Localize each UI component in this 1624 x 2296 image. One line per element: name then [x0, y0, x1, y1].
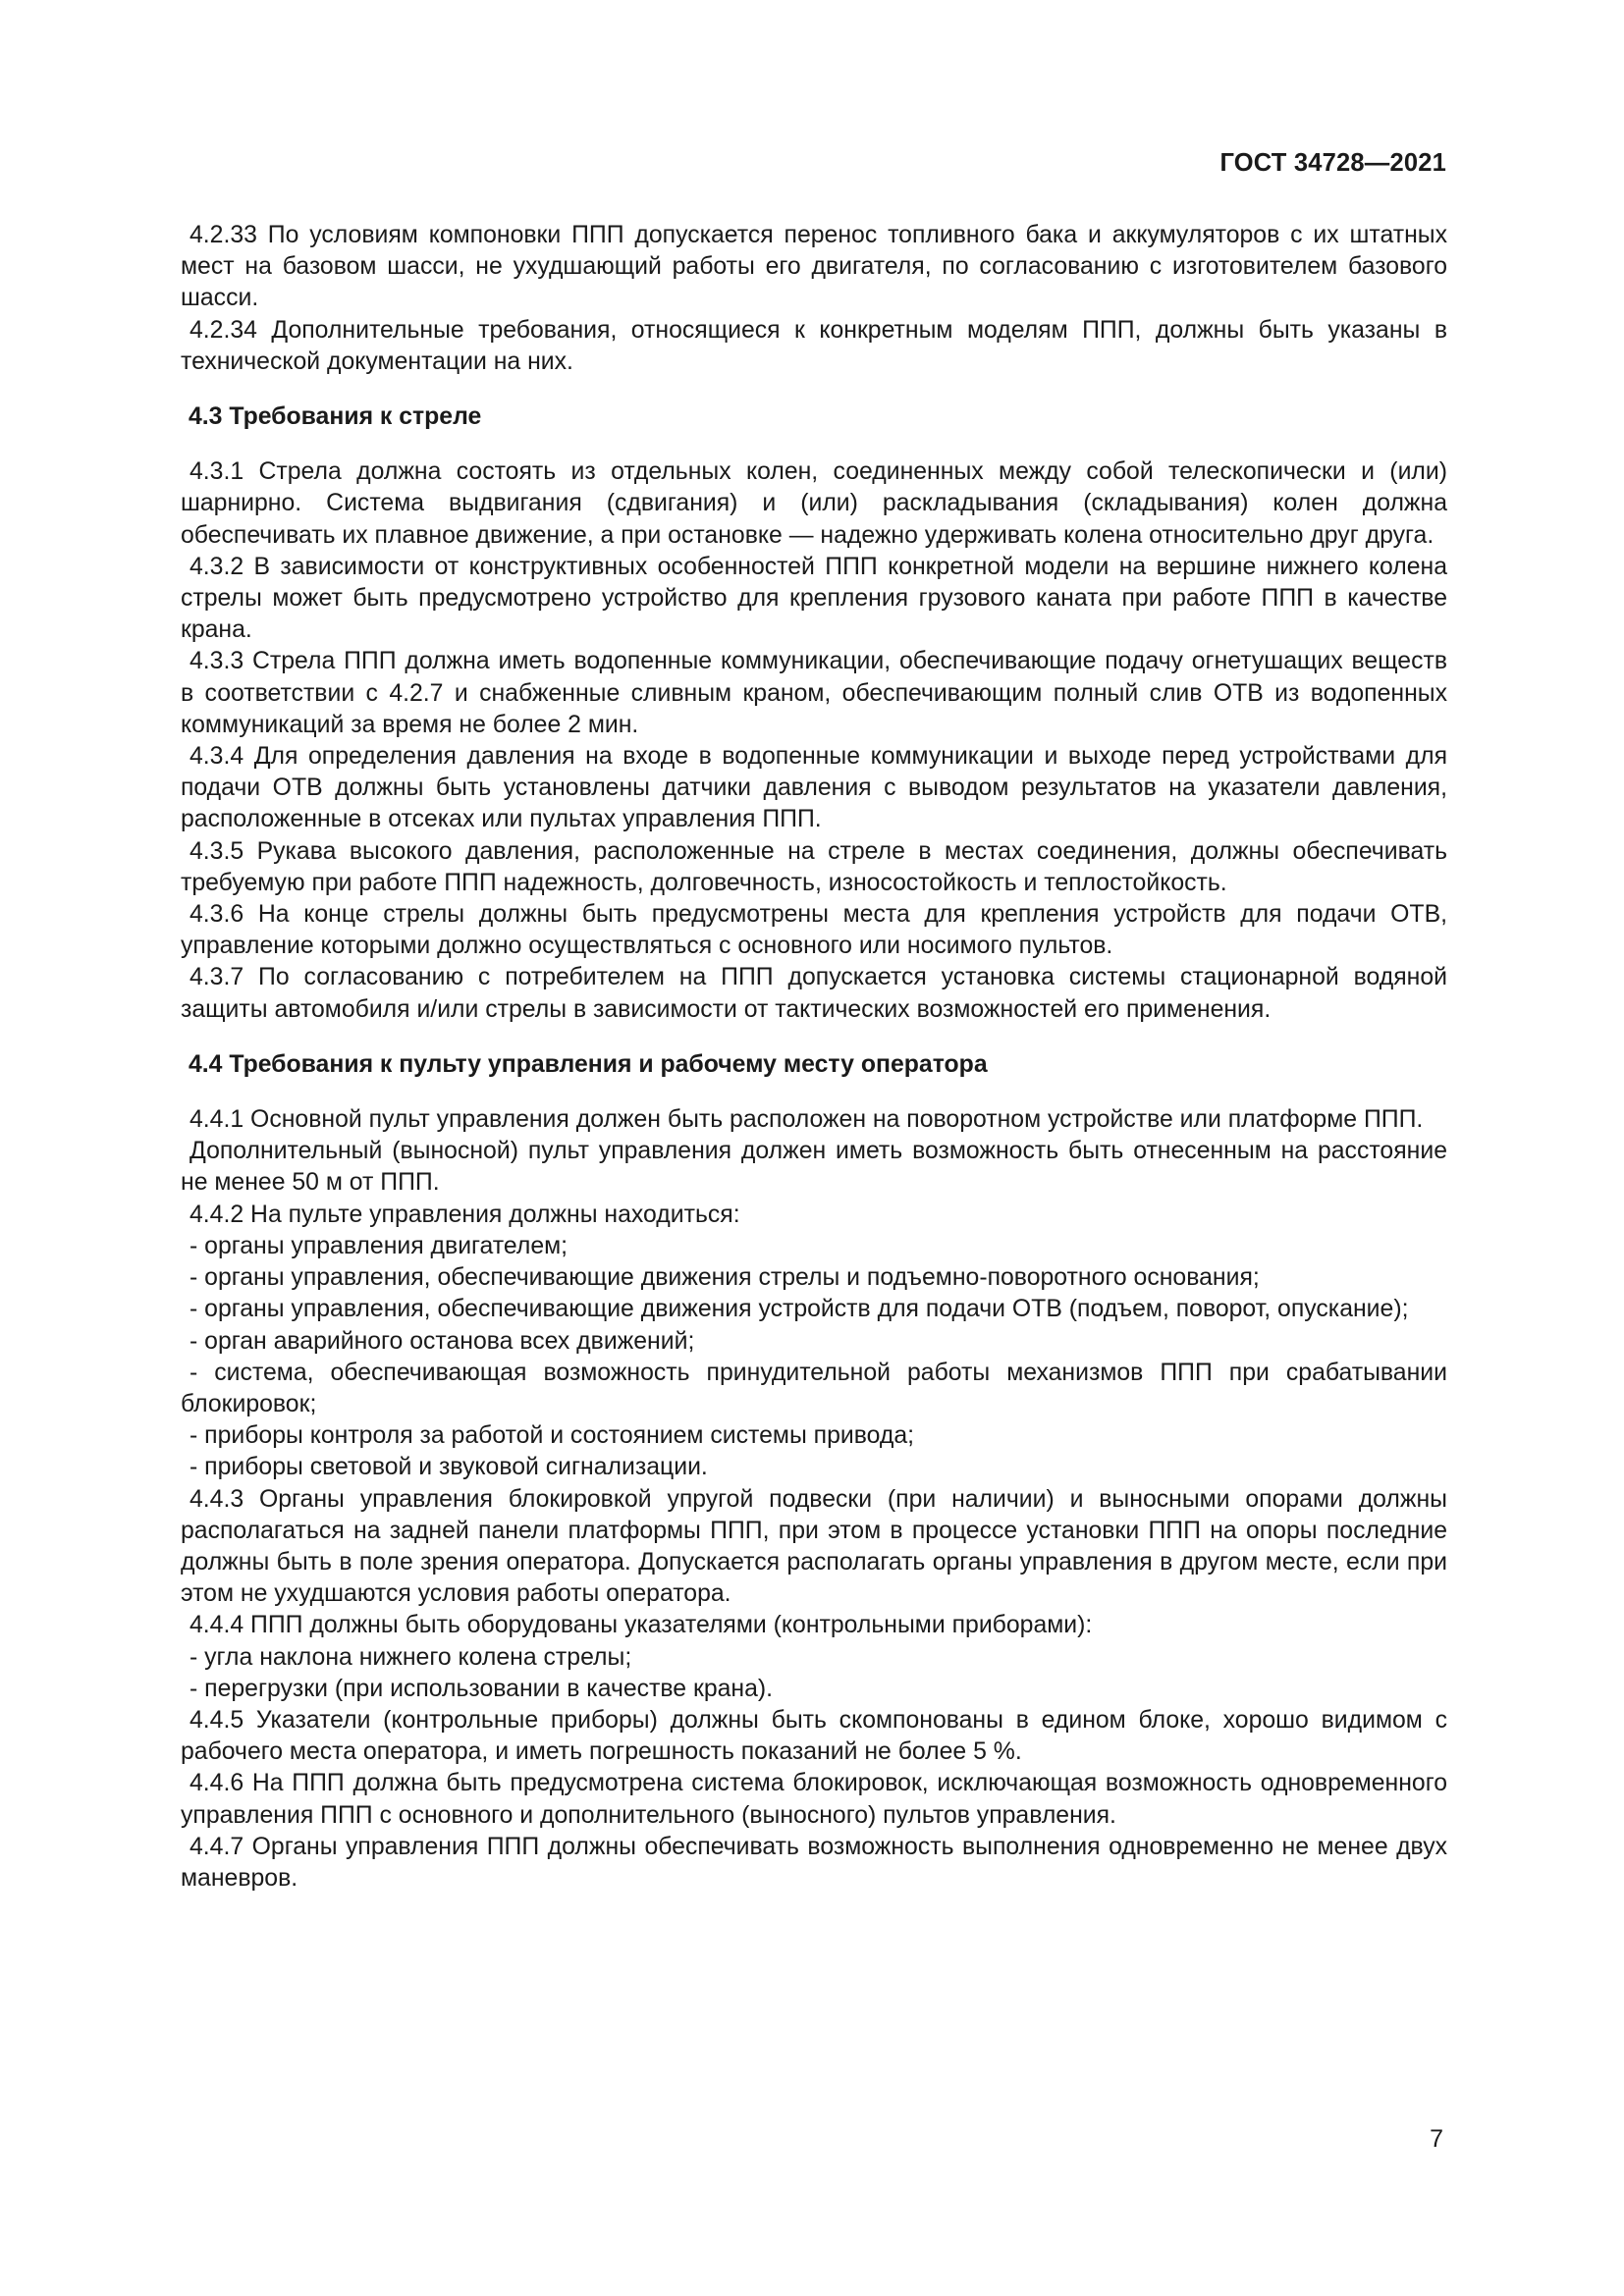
- paragraph-4-4-4: 4.4.4 ППП должны быть оборудованы указателями (контрольными приборами):: [189, 1612, 1093, 1639]
- paragraph-4-4-5: 4.4.5 Указатели (контрольные приборы) должны быть скомпонованы в едином блоке, хорошо видимом с рабочего места оператора, и иметь погрешность показаний не более 5 %.: [181, 1706, 1447, 1766]
- list-item-signal-devices: - приборы световой и звуковой сигнализации.: [189, 1454, 708, 1481]
- list-item-overload: - перегрузки (при использовании в качестве крана).: [189, 1675, 774, 1702]
- paragraph-4-4-1: 4.4.1 Основной пульт управления должен быть расположен на поворотном устройстве или платформе ППП.: [189, 1106, 1424, 1134]
- paragraph-4-3-7: 4.3.7 По согласованию с потребителем на ППП допускается установка системы стационарной водяной защиты автомобиля и/или стрелы в зависимости от тактических возможностей его применения.: [181, 964, 1447, 1023]
- paragraph-4-4-3: 4.4.3 Органы управления блокировкой упругой подвески (при наличии) и выносными опорами должны располагаться на задней панели платформы ППП, при этом в процессе установки ППП на опоры последние должны быть в поле зрения оператора. Допускается располагать органы управления в другом месте, если при этом не ухудшаются условия работы оператора.: [181, 1485, 1447, 1608]
- list-item-forced-operation-system: - система, обеспечивающая возможность принудительной работы механизмов ППП при срабатывании блокировок;: [181, 1359, 1447, 1417]
- paragraph-4-3-5: 4.3.5 Рукава высокого давления, расположенные на стреле в местах соединения, должны обеспечивать требуемую при работе ППП надежность, долговечность, износостойкость и теплостойкость.: [181, 837, 1447, 896]
- paragraph-4-2-33: 4.2.33 По условиям компоновки ППП допускается перенос топливного бака и аккумуляторов с их штатных мест на базовом шасси, не ухудшающий работы его двигателя, по согласованию с изготовителем базового шасси.: [181, 222, 1447, 312]
- list-item-emergency-stop: - орган аварийного останова всех движений;: [189, 1327, 695, 1355]
- list-item-engine-controls: - органы управления двигателем;: [189, 1232, 568, 1259]
- list-item-otv-device-controls: - органы управления, обеспечивающие движения устройств для подачи ОТВ (подъем, поворот, опускание);: [189, 1296, 1409, 1323]
- paragraph-4-4-2: 4.4.2 На пульте управления должны находиться:: [189, 1201, 740, 1228]
- paragraph-4-3-6: 4.3.6 На конце стрелы должны быть предусмотрены места для крепления устройств для подачи ОТВ, управление которыми должно осуществляться с основного или носимого пультов.: [181, 901, 1447, 960]
- document-code-header: ГОСТ 34728—2021: [1219, 149, 1446, 177]
- paragraph-4-4-7: 4.4.7 Органы управления ППП должны обеспечивать возможность выполнения одновременно не менее двух маневров.: [181, 1833, 1447, 1892]
- paragraph-4-4-6: 4.4.6 На ППП должна быть предусмотрена система блокировок, исключающая возможность одновременного управления ППП с основного и дополнительного (выносного) пультов управления.: [181, 1770, 1447, 1829]
- section-heading-4-3: 4.3 Требования к стреле: [189, 403, 482, 431]
- document-body: [181, 220, 1447, 1895]
- paragraph-4-3-3: 4.3.3 Стрела ППП должна иметь водопенные коммуникации, обеспечивающие подачу огнетушащих веществ в соответствии с 4.2.7 и снабженные сливным краном, обеспечивающим полный слив ОТВ из водопенных коммуникаций за время не более 2 мин.: [181, 648, 1447, 738]
- paragraph-4-4-1-remote: Дополнительный (выносной) пульт управления должен иметь возможность быть отнесенным на расстояние не менее 50 м от ППП.: [181, 1138, 1447, 1197]
- section-heading-4-4: 4.4 Требования к пульту управления и рабочему месту оператора: [189, 1050, 988, 1078]
- page-number: 7: [1430, 2125, 1443, 2153]
- paragraph-4-3-2: 4.3.2 В зависимости от конструктивных особенностей ППП конкретной модели на вершине нижнего колена стрелы может быть предусмотрено устройство для крепления грузового каната при работе ППП в качестве крана.: [181, 553, 1447, 644]
- list-item-drive-monitoring: - приборы контроля за работой и состоянием системы привода;: [189, 1422, 915, 1450]
- paragraph-4-3-4: 4.3.4 Для определения давления на входе в водопенные коммуникации и выходе перед устройствами для подачи ОТВ должны быть установлены датчики давления с выводом результатов на указатели давления, расположенные в отсеках или пультах управления ППП.: [181, 743, 1447, 833]
- paragraph-4-2-34: 4.2.34 Дополнительные требования, относящиеся к конкретным моделям ППП, должны быть указаны в технической документации на них.: [181, 316, 1447, 375]
- paragraph-4-3-1: 4.3.1 Стрела должна состоять из отдельных колен, соединенных между собой телескопически и (или) шарнирно. Система выдвигания (сдвигания) и (или) раскладывания (складывания) колен должна обеспечивать их плавное движение, а при остановке — надежно удерживать колена относительно друг друга.: [181, 458, 1447, 549]
- list-item-tilt-angle: - угла наклона нижнего колена стрелы;: [189, 1643, 632, 1671]
- list-item-boom-controls: - органы управления, обеспечивающие движения стрелы и подъемно-поворотного основания;: [189, 1264, 1260, 1292]
